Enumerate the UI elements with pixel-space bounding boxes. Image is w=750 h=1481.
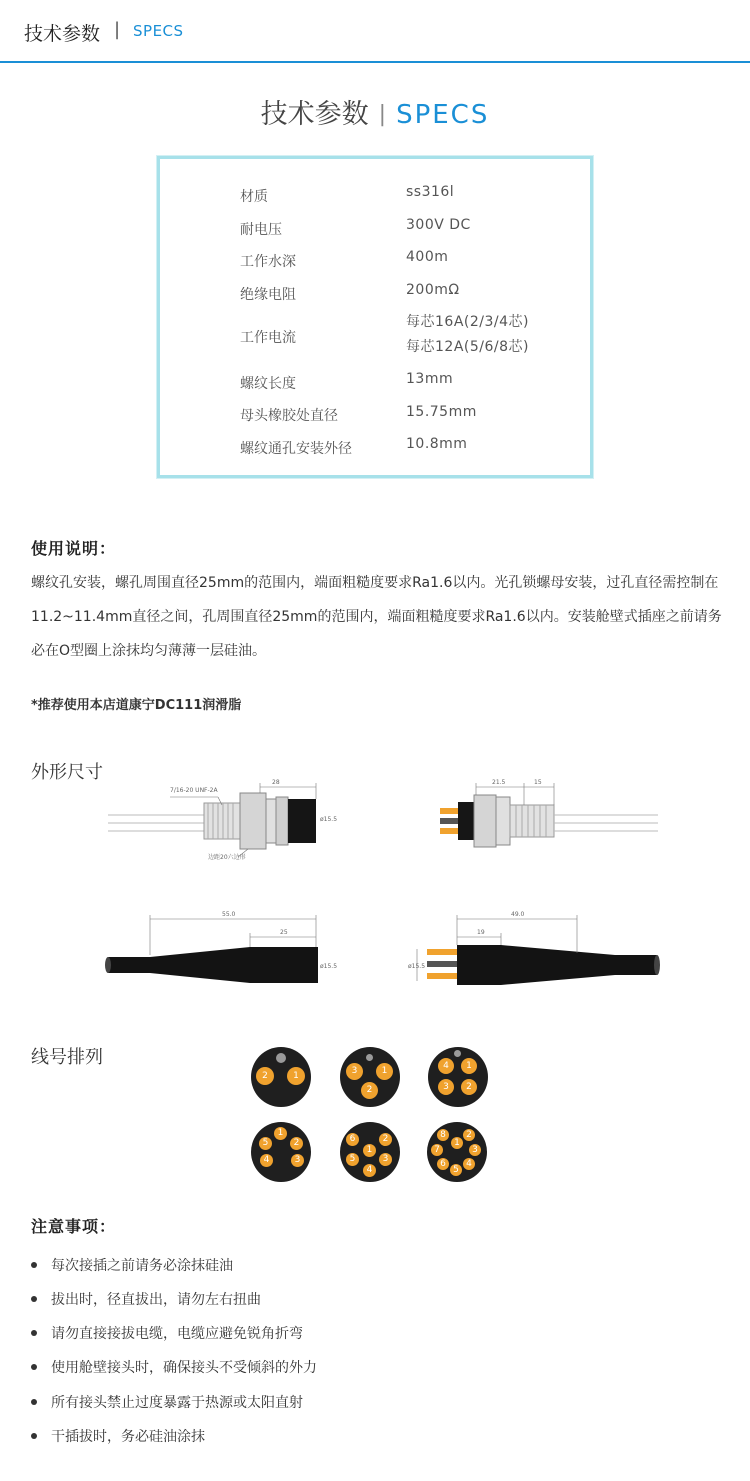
key-icon bbox=[276, 1053, 286, 1063]
note-item bbox=[31, 1392, 303, 1412]
note-text: 干插拔时，务必硅油涂抹 bbox=[51, 1429, 205, 1445]
note-text: 所有接头禁止过度暴露于热源或太阳直射 bbox=[51, 1395, 303, 1411]
heading-separator: | bbox=[378, 102, 387, 127]
bullet-icon bbox=[31, 1364, 37, 1370]
drawing-side-pins bbox=[430, 775, 670, 865]
spec-label: 工作水深 bbox=[240, 254, 296, 270]
dim-label: 7/16-20 UNF-2A bbox=[170, 787, 218, 794]
dim-label: 21.5 bbox=[492, 779, 506, 786]
dim-label: 边距20六边形 bbox=[208, 854, 246, 861]
note-item bbox=[31, 1357, 317, 1377]
pin: 2 bbox=[290, 1137, 303, 1150]
pin: 2 bbox=[256, 1067, 274, 1085]
dim-label: ø15.5 bbox=[320, 963, 338, 970]
pin: 4 bbox=[438, 1058, 454, 1074]
pin: 2 bbox=[463, 1129, 475, 1141]
pin: 6 bbox=[437, 1158, 449, 1170]
usage-title: 使用说明： bbox=[31, 539, 117, 558]
pin: 2 bbox=[361, 1082, 378, 1099]
key-icon bbox=[454, 1050, 461, 1057]
spec-label: 螺纹通孔安装外径 bbox=[240, 441, 352, 457]
pin: 3 bbox=[469, 1144, 481, 1156]
note-item bbox=[31, 1289, 261, 1309]
pin: 4 bbox=[363, 1164, 376, 1177]
dim-label: 49.0 bbox=[511, 911, 525, 918]
pin: 4 bbox=[260, 1154, 273, 1167]
spec-value: 每芯16A(2/3/4芯) bbox=[406, 314, 529, 330]
spec-value: ss316l bbox=[406, 184, 455, 200]
pin: 7 bbox=[431, 1144, 443, 1156]
heading-title: 技术参数 bbox=[260, 99, 369, 130]
connector-6pin bbox=[340, 1122, 400, 1182]
heading-title-en: SPECS bbox=[396, 100, 490, 130]
spec-label: 母头橡胶处直径 bbox=[240, 408, 338, 424]
dim-label: 25 bbox=[280, 929, 288, 936]
pin: 4 bbox=[463, 1158, 475, 1170]
bullet-icon bbox=[31, 1399, 37, 1405]
pin: 3 bbox=[438, 1079, 454, 1095]
connector-2pin bbox=[251, 1047, 311, 1107]
note-text: 使用舱壁接头时，确保接头不受倾斜的外力 bbox=[51, 1360, 317, 1376]
dim-label: 15 bbox=[534, 779, 542, 786]
top-divider bbox=[0, 61, 750, 63]
dim-label: 28 bbox=[272, 779, 280, 786]
note-item bbox=[31, 1255, 233, 1275]
bullet-icon bbox=[31, 1296, 37, 1302]
spec-value: 13mm bbox=[406, 371, 454, 387]
spec-label: 螺纹长度 bbox=[240, 376, 296, 392]
connector-3pin bbox=[340, 1047, 400, 1107]
drawing-cable-female bbox=[405, 905, 665, 995]
section-heading bbox=[0, 92, 750, 131]
top-bar-title: 技术参数 bbox=[24, 23, 101, 45]
connector-5pin bbox=[251, 1122, 311, 1182]
pin: 6 bbox=[346, 1133, 359, 1146]
spec-label: 耐电压 bbox=[240, 222, 282, 238]
bullet-icon bbox=[31, 1330, 37, 1336]
usage-text: 螺纹孔安装，螺孔周围直径25mm的范围内，端面粗糙度要求Ra1.6以内。光孔锁螺母安装，过孔直径需控制在11.2~11.4mm直径之间，孔周围直径25mm的范围内，端面粗糙度要求Ra1.6以内。安装舱壁式插座之前请务必在O型圈上涂抹均匀薄薄一层硅油。 bbox=[31, 575, 722, 659]
dim-label: 55.0 bbox=[222, 911, 236, 918]
pin: 3 bbox=[291, 1154, 304, 1167]
spec-value: 300V DC bbox=[406, 217, 471, 233]
note-text: 请勿直接接拔电缆，电缆应避免锐角折弯 bbox=[51, 1326, 303, 1342]
spec-label: 工作电流 bbox=[240, 330, 296, 346]
pin: 3 bbox=[379, 1153, 392, 1166]
connector-4pin bbox=[428, 1047, 488, 1107]
note-text: 拔出时，径直拔出，请勿左右扭曲 bbox=[51, 1292, 261, 1308]
connector-8pin bbox=[427, 1122, 487, 1182]
spec-label: 材质 bbox=[240, 189, 268, 205]
recommend-note: *推荐使用本店道康宁DC111润滑脂 bbox=[31, 698, 242, 713]
top-bar bbox=[0, 0, 750, 62]
pin: 1 bbox=[287, 1067, 305, 1085]
pin: 1 bbox=[363, 1144, 376, 1157]
pin: 2 bbox=[461, 1079, 477, 1095]
note-item bbox=[31, 1426, 205, 1446]
drawing-cable-male bbox=[100, 905, 350, 995]
key-icon bbox=[366, 1054, 373, 1061]
pin: 5 bbox=[346, 1153, 359, 1166]
spec-label: 绝缘电阻 bbox=[240, 287, 296, 303]
dim-label: 19 bbox=[477, 929, 485, 936]
pinout-title: 线号排列 bbox=[31, 1047, 103, 1068]
notes-title: 注意事项： bbox=[31, 1217, 117, 1236]
pin: 1 bbox=[274, 1127, 287, 1140]
spec-value-2: 每芯12A(5/6/8芯) bbox=[406, 339, 529, 355]
pin: 8 bbox=[437, 1129, 449, 1141]
pin: 1 bbox=[451, 1137, 463, 1149]
spec-table bbox=[157, 156, 593, 478]
bullet-icon bbox=[31, 1433, 37, 1439]
spec-value: 200mΩ bbox=[406, 282, 460, 298]
spec-value: 15.75mm bbox=[406, 404, 477, 420]
dim-label: ø15.5 bbox=[408, 963, 426, 970]
note-text: 每次接插之前请务必涂抹硅油 bbox=[51, 1258, 233, 1274]
pin: 5 bbox=[450, 1164, 462, 1176]
drawing-side-thread bbox=[100, 775, 350, 865]
pin: 3 bbox=[346, 1063, 363, 1080]
top-bar-title-en: SPECS bbox=[133, 22, 184, 40]
note-item bbox=[31, 1323, 303, 1343]
pin: 1 bbox=[376, 1063, 393, 1080]
spec-value: 10.8mm bbox=[406, 436, 468, 452]
top-bar-separator: | bbox=[114, 19, 121, 40]
pin: 2 bbox=[379, 1133, 392, 1146]
pin: 1 bbox=[461, 1058, 477, 1074]
bullet-icon bbox=[31, 1262, 37, 1268]
dimensions-title: 外形尺寸 bbox=[31, 762, 103, 783]
pin: 5 bbox=[259, 1137, 272, 1150]
dim-label: ø15.5 bbox=[320, 816, 338, 823]
spec-value: 400m bbox=[406, 249, 449, 265]
